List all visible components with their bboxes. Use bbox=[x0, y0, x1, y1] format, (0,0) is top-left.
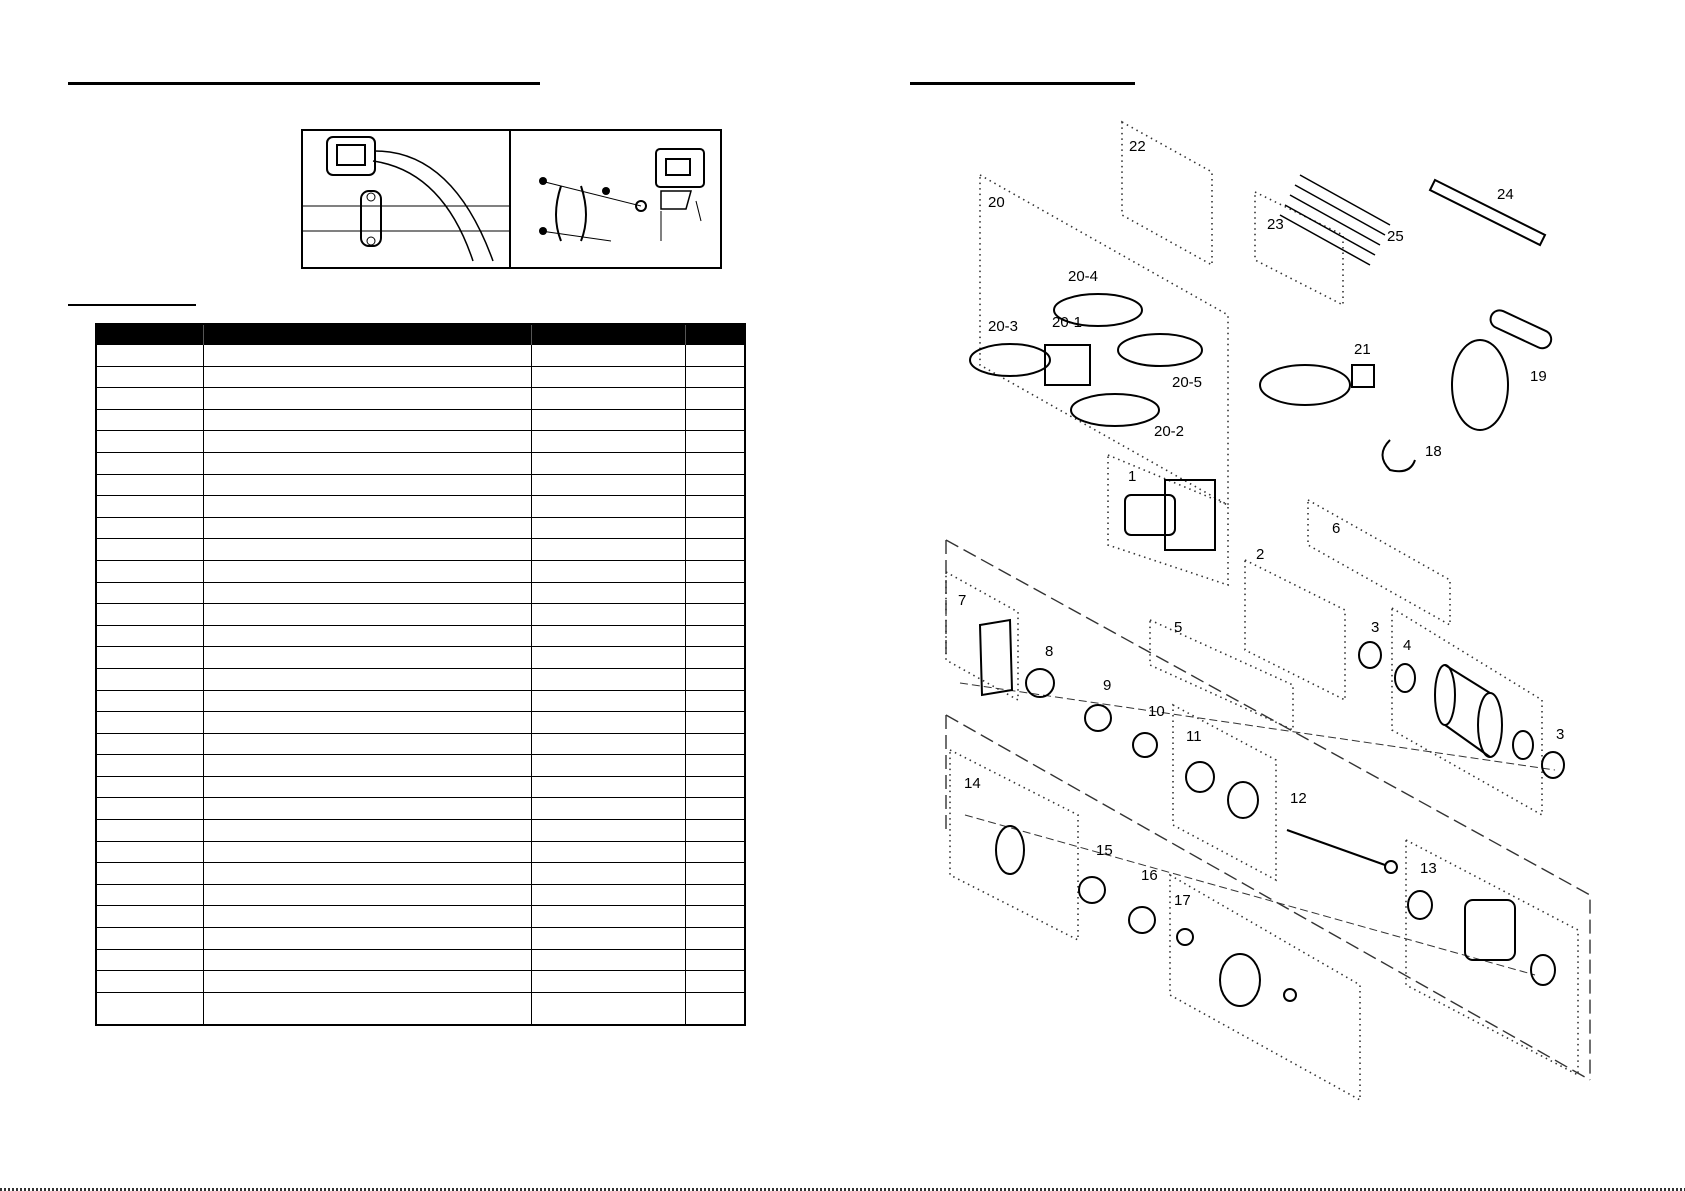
callout-3-upper: 3 bbox=[1371, 619, 1380, 636]
callout-1: 1 bbox=[1128, 468, 1137, 485]
callout-13: 13 bbox=[1420, 860, 1437, 877]
housing-13 bbox=[1465, 900, 1515, 960]
callout-14: 14 bbox=[964, 775, 981, 792]
callout-25: 25 bbox=[1387, 228, 1404, 245]
carrier-15 bbox=[1079, 877, 1105, 903]
callout-5: 5 bbox=[1174, 619, 1183, 636]
rope-coil bbox=[1452, 340, 1508, 430]
ring-gear-11 bbox=[1228, 782, 1258, 818]
axis-line-lower bbox=[965, 815, 1535, 975]
callout-11: 11 bbox=[1186, 728, 1202, 745]
bracket-7 bbox=[980, 620, 1012, 695]
callout-6: 6 bbox=[1332, 520, 1341, 537]
motor-housing-1 bbox=[1165, 480, 1215, 550]
kit-box-5 bbox=[1150, 620, 1293, 730]
seal-13b bbox=[1531, 955, 1555, 985]
axis-line-upper bbox=[960, 683, 1555, 770]
bushing-3a bbox=[1359, 642, 1381, 668]
kit-box-6 bbox=[1308, 500, 1450, 625]
callout-9: 9 bbox=[1103, 677, 1112, 694]
callout-24: 24 bbox=[1497, 186, 1514, 203]
callout-15: 15 bbox=[1096, 842, 1113, 859]
gear-9 bbox=[1085, 705, 1111, 731]
seal-13 bbox=[1408, 891, 1432, 919]
callout-4: 4 bbox=[1403, 637, 1412, 654]
callout-2: 2 bbox=[1256, 546, 1265, 563]
callout-12: 12 bbox=[1290, 790, 1307, 807]
callout-19: 19 bbox=[1530, 368, 1547, 385]
end-cap-14 bbox=[996, 826, 1024, 874]
callout-3-lower: 3 bbox=[1556, 726, 1565, 743]
ties-25-a bbox=[1280, 215, 1370, 265]
callout-20-1: 20-1 bbox=[1052, 314, 1083, 331]
callout-10: 10 bbox=[1148, 703, 1165, 720]
assembly-outline-lower bbox=[946, 715, 1590, 1080]
cable-20-3 bbox=[970, 344, 1050, 376]
strap-24 bbox=[1430, 180, 1545, 245]
drum-flange-b bbox=[1478, 693, 1502, 757]
callout-20-2: 20-2 bbox=[1154, 423, 1185, 440]
callout-22: 22 bbox=[1129, 138, 1146, 155]
callout-20-4: 20-4 bbox=[1068, 268, 1099, 285]
cable-20-5 bbox=[1118, 334, 1202, 366]
ring-11 bbox=[1186, 762, 1214, 792]
gear-10 bbox=[1133, 733, 1157, 757]
washer-17 bbox=[1284, 989, 1296, 1001]
callout-20: 20 bbox=[988, 194, 1005, 211]
gear-12 bbox=[1385, 861, 1397, 873]
contactor-20-1 bbox=[1045, 345, 1090, 385]
callout-20-5: 20-5 bbox=[1172, 374, 1203, 391]
callout-17: 17 bbox=[1174, 892, 1191, 909]
callout-7: 7 bbox=[958, 592, 967, 609]
hook-18 bbox=[1383, 440, 1416, 471]
brake-drum-17 bbox=[1220, 954, 1260, 1006]
callout-18: 18 bbox=[1425, 443, 1442, 460]
kit-box-4 bbox=[1392, 608, 1542, 815]
ring-4 bbox=[1395, 664, 1415, 692]
drum-flange-a bbox=[1435, 665, 1455, 725]
cable-20-2 bbox=[1071, 394, 1159, 426]
callout-16: 16 bbox=[1141, 867, 1158, 884]
cable-21 bbox=[1260, 365, 1350, 405]
kit-box-17 bbox=[1170, 875, 1360, 1100]
callout-20-3: 20-3 bbox=[988, 318, 1019, 335]
switch-21 bbox=[1352, 365, 1374, 387]
ring-4b bbox=[1513, 731, 1533, 759]
callout-21: 21 bbox=[1354, 341, 1371, 358]
shaft-12 bbox=[1287, 830, 1385, 865]
kit-box-23 bbox=[1255, 192, 1343, 305]
kit-box-2 bbox=[1245, 560, 1345, 700]
bushing-3b bbox=[1542, 752, 1564, 778]
callout-23: 23 bbox=[1267, 216, 1284, 233]
carrier-16 bbox=[1129, 907, 1155, 933]
fairlead-19 bbox=[1488, 307, 1555, 351]
gear-17 bbox=[1177, 929, 1193, 945]
assembly-outline-upper bbox=[946, 540, 1590, 1080]
callout-8: 8 bbox=[1045, 643, 1054, 660]
gear-8 bbox=[1026, 669, 1054, 697]
motor-1 bbox=[1125, 495, 1175, 535]
